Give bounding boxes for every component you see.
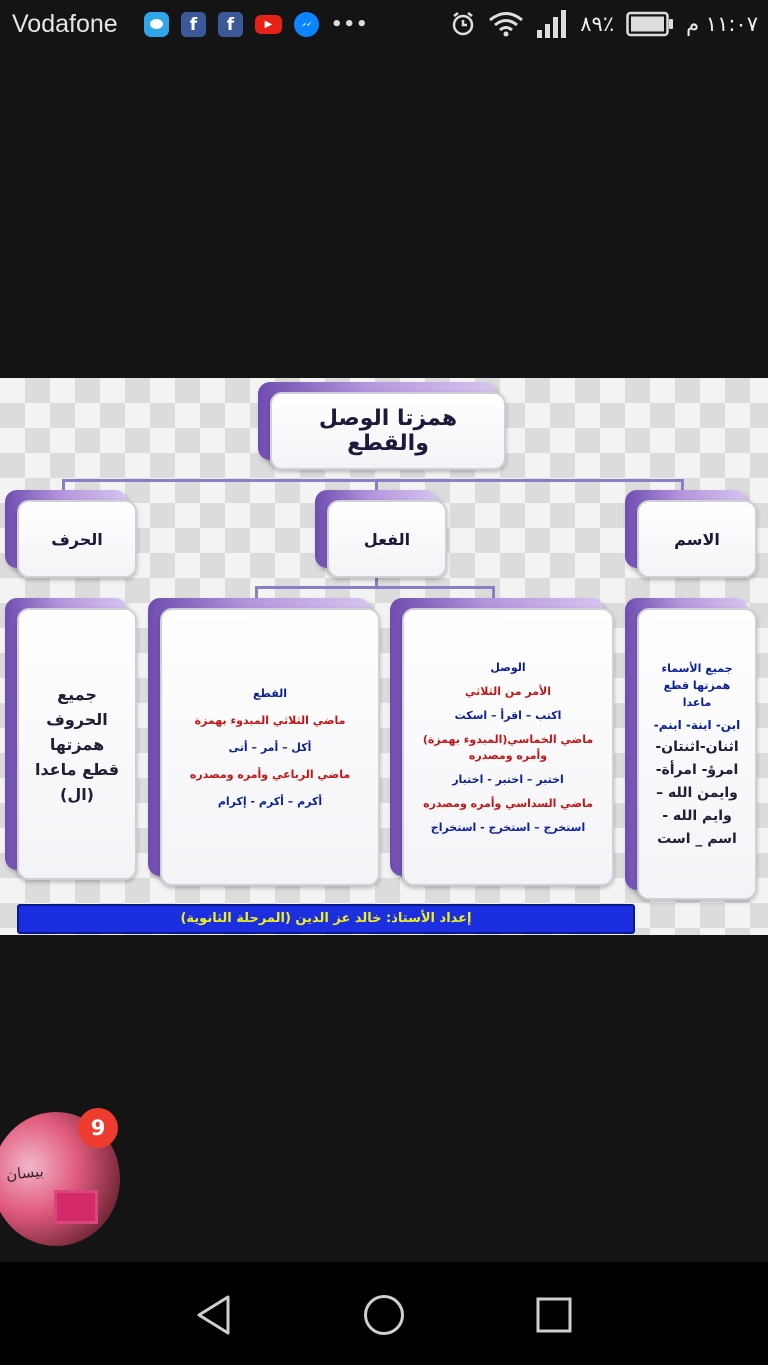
- particle-line: الحروف: [46, 709, 108, 729]
- wasl-line: الأمر من الثلاثي: [465, 684, 551, 698]
- chat-head-decoration: [54, 1190, 98, 1224]
- system-icons: [450, 10, 758, 38]
- qat-box: [148, 598, 380, 886]
- particle-line: (ال): [60, 784, 94, 804]
- category-verb: [315, 490, 447, 578]
- qat-line: ماضي الرباعي وأمره ومصدره: [189, 767, 351, 781]
- home-button[interactable]: [359, 1292, 409, 1338]
- messenger-icon: [294, 12, 319, 37]
- title-box: [258, 382, 506, 470]
- category-verb-label: الفعل: [363, 529, 411, 549]
- noun-item: وايمن الله –: [656, 784, 738, 801]
- wasl-heading: الوصل: [490, 660, 526, 674]
- facebook-icon: f: [218, 12, 243, 37]
- category-particle: [5, 490, 137, 578]
- infographic-title: همزتا الوصل والقطع: [318, 406, 458, 456]
- status-bar: [0, 0, 768, 52]
- particle-line: همزتها: [49, 734, 105, 754]
- wasl-line: اختبر – اختبر - اختبار: [452, 772, 564, 786]
- particle-box: [5, 598, 137, 880]
- wasl-line: ماضي الخماسي(المبدوء بهمزة): [422, 732, 594, 746]
- recents-button[interactable]: [529, 1292, 579, 1338]
- connector-line: [62, 479, 684, 482]
- noun-box: [625, 598, 757, 900]
- noun-item: اسم _ است: [657, 830, 737, 847]
- wasl-box: [390, 598, 614, 886]
- noun-intro: جميع الأسماء همزتها قطع ماعدا: [661, 661, 733, 709]
- recents-icon: [534, 1295, 574, 1335]
- back-button[interactable]: [189, 1292, 239, 1338]
- particle-line: قطع ماعدا: [34, 759, 120, 779]
- noun-item: ابن- ابنة- ابنم-: [653, 717, 741, 732]
- author-credit-bar: إعداد الأستاذ: خالد عز الدين (المرحلة الثانوية): [17, 904, 635, 934]
- unread-count-badge[interactable]: 9: [78, 1108, 118, 1148]
- navigation-bar: [0, 1262, 768, 1365]
- wasl-line: اكتب – اقرأ – اسكت: [454, 708, 562, 722]
- message-icon: [144, 12, 169, 37]
- back-icon: [194, 1294, 234, 1336]
- grammar-infographic: [0, 378, 768, 935]
- category-particle-label: الحرف: [51, 529, 103, 549]
- more-notifications-icon: •••: [331, 14, 369, 35]
- facebook-icon: f: [181, 12, 206, 37]
- home-icon: [362, 1293, 406, 1337]
- battery-icon: [626, 11, 674, 37]
- notification-icons: [144, 12, 369, 37]
- noun-item: وايم الله -: [662, 807, 732, 824]
- wifi-icon: [488, 11, 524, 37]
- qat-line: أكل – أمر – أتى: [228, 740, 312, 754]
- carrier-name: Vodafone: [12, 10, 118, 38]
- category-noun: [625, 490, 757, 578]
- noun-item: امرؤ- امرأة-: [655, 761, 739, 778]
- qat-line: ماضي الثلاثي المبدوء بهمزة: [194, 713, 346, 727]
- chat-head-label: بيسان: [5, 1162, 45, 1184]
- youtube-icon: ▶: [255, 15, 282, 34]
- wasl-line: استخرج – استخرج - استخراج: [430, 820, 586, 834]
- qat-line: أكرم – أكرم - إكرام: [217, 794, 323, 808]
- wasl-line: وأمره ومصدره: [468, 748, 548, 762]
- wasl-line: ماضي السداسي وأمره ومصدره: [423, 796, 593, 810]
- category-noun-label: الاسم: [674, 529, 720, 549]
- signal-icon: [536, 10, 568, 38]
- particle-line: جميع: [57, 684, 97, 704]
- alarm-icon: [450, 11, 476, 37]
- clock: ١١:٠٧ م: [686, 12, 758, 36]
- qat-heading: القطع: [252, 686, 288, 700]
- noun-item: اثنان-اثنتان-: [655, 738, 739, 755]
- battery-percent: ٨٩٪: [580, 12, 615, 36]
